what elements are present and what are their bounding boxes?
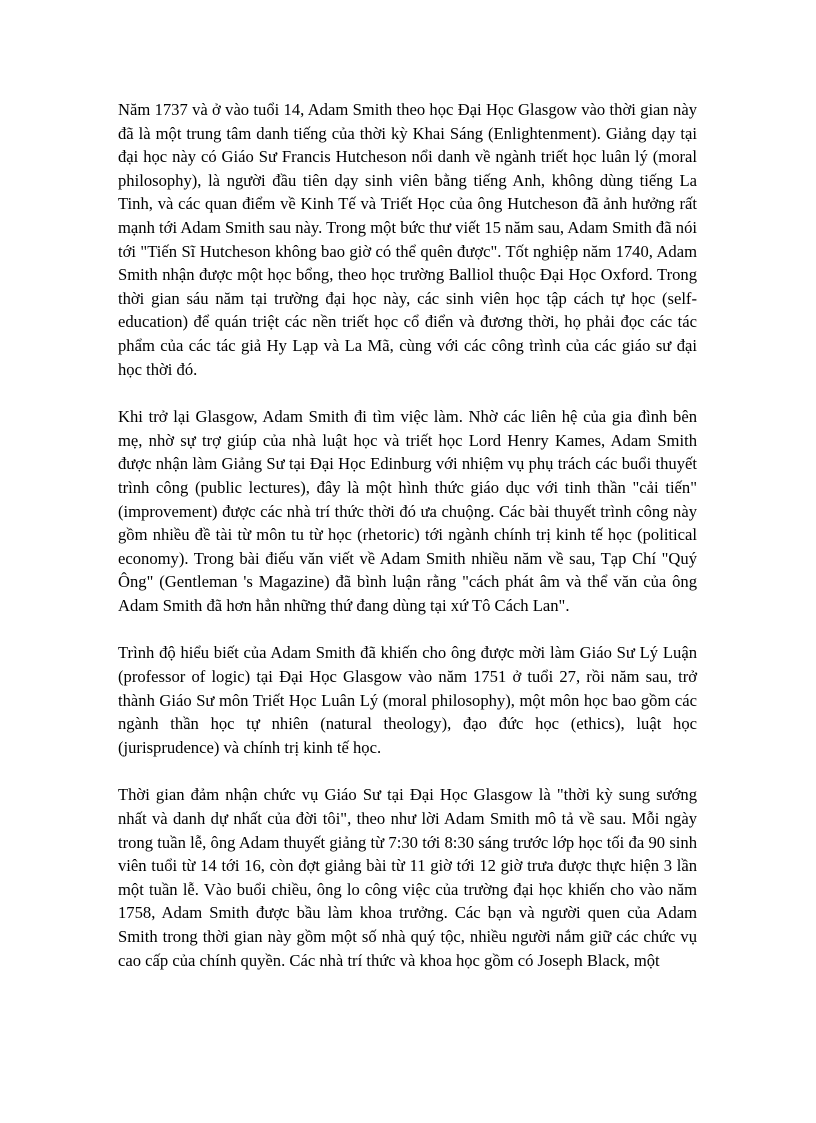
paragraph-1: Năm 1737 và ở vào tuổi 14, Adam Smith theo học Đại Học Glasgow vào thời gian này đã là một trung tâm danh tiếng của thời kỳ Khai Sáng (Enlightenment). Giảng dạy tại đại học này có Giáo Sư Francis Hutcheson nổi danh về ngành triết học luân lý (moral philosophy), là người đầu tiên dạy sinh viên bằng tiếng Anh, không dùng tiếng La Tinh, và các quan điểm về Kinh Tế và Triết Học của ông Hutcheson đã ảnh hưởng rất mạnh tới Adam Smith sau này. Trong một bức thư viết 15 năm sau, Adam Smith đã nói tới "Tiến Sĩ Hutcheson không bao giờ có thể quên được". Tốt nghiệp năm 1740, Adam Smith nhận được một học bổng, theo học trường Balliol thuộc Đại Học Oxford. Trong thời gian sáu năm tại trường đại học này, các sinh viên học tập cách tự học (self-education) để quán triệt các nền triết học cổ điển và đương thời, họ phải đọc các tác phẩm của các tác giả Hy Lạp và La Mã, cùng với các công trình của các giáo sư đại học thời đó. xyxy=(118,100,697,379)
paragraph-4: Thời gian đảm nhận chức vụ Giáo Sư tại Đại Học Glasgow là "thời kỳ sung sướng nhất và danh dự nhất của đời tôi", theo như lời Adam Smith mô tả về sau. Mỗi ngày trong tuần lễ, ông Adam thuyết giảng từ 7:30 tới 8:30 sáng trước lớp học tối đa 90 sinh viên tuổi từ 14 tới 16, còn đợt giảng bài từ 11 giờ tới 12 giờ trưa được thực hiện 3 lần một tuần lễ. Vào buổi chiều, ông lo công việc của trường đại học khiến cho vào năm 1758, Adam Smith được bầu làm khoa trưởng. Các bạn và người quen của Adam Smith trong thời gian này gồm một số nhà quý tộc, nhiều người nắm giữ các chức vụ cao cấp của chính quyền. Các nhà trí thức và khoa học gồm có Joseph Black, một xyxy=(118,785,697,970)
paragraph-2: Khi trở lại Glasgow, Adam Smith đi tìm việc làm. Nhờ các liên hệ của gia đình bên mẹ, nhờ sự trợ giúp của nhà luật học và triết học Lord Henry Kames, Adam Smith được nhận làm Giảng Sư tại Đại Học Edinburg với nhiệm vụ phụ trách các buổi thuyết trình công (public lectures), đây là một hình thức giáo dục với tinh thần "cải tiến" (improvement) được các nhà trí thức thời đó ưa chuộng. Các bài thuyết trình công này gồm nhiều đề tài từ môn tu từ học (rhetoric) tới ngành chính trị kinh tế học (political economy). Trong bài điếu văn viết về Adam Smith nhiều năm về sau, Tạp Chí "Quý Ông" (Gentleman 's Magazine) đã bình luận rằng "cách phát âm và thể văn của ông Adam Smith đã hơn hẳn những thứ đang dùng tại xứ Tô Cách Lan". xyxy=(118,407,697,615)
paragraph-3: Trình độ hiểu biết của Adam Smith đã khiến cho ông được mời làm Giáo Sư Lý Luận (professor of logic) tại Đại Học Glasgow vào năm 1751 ở tuổi 27, rồi năm sau, trở thành Giáo Sư môn Triết Học Luân Lý (moral philosophy), một môn học bao gồm các ngành thần học tự nhiên (natural theology), đạo đức học (ethics), luật học (jurisprudence) và chính trị kinh tế học. xyxy=(118,643,697,757)
document-page xyxy=(118,98,697,996)
